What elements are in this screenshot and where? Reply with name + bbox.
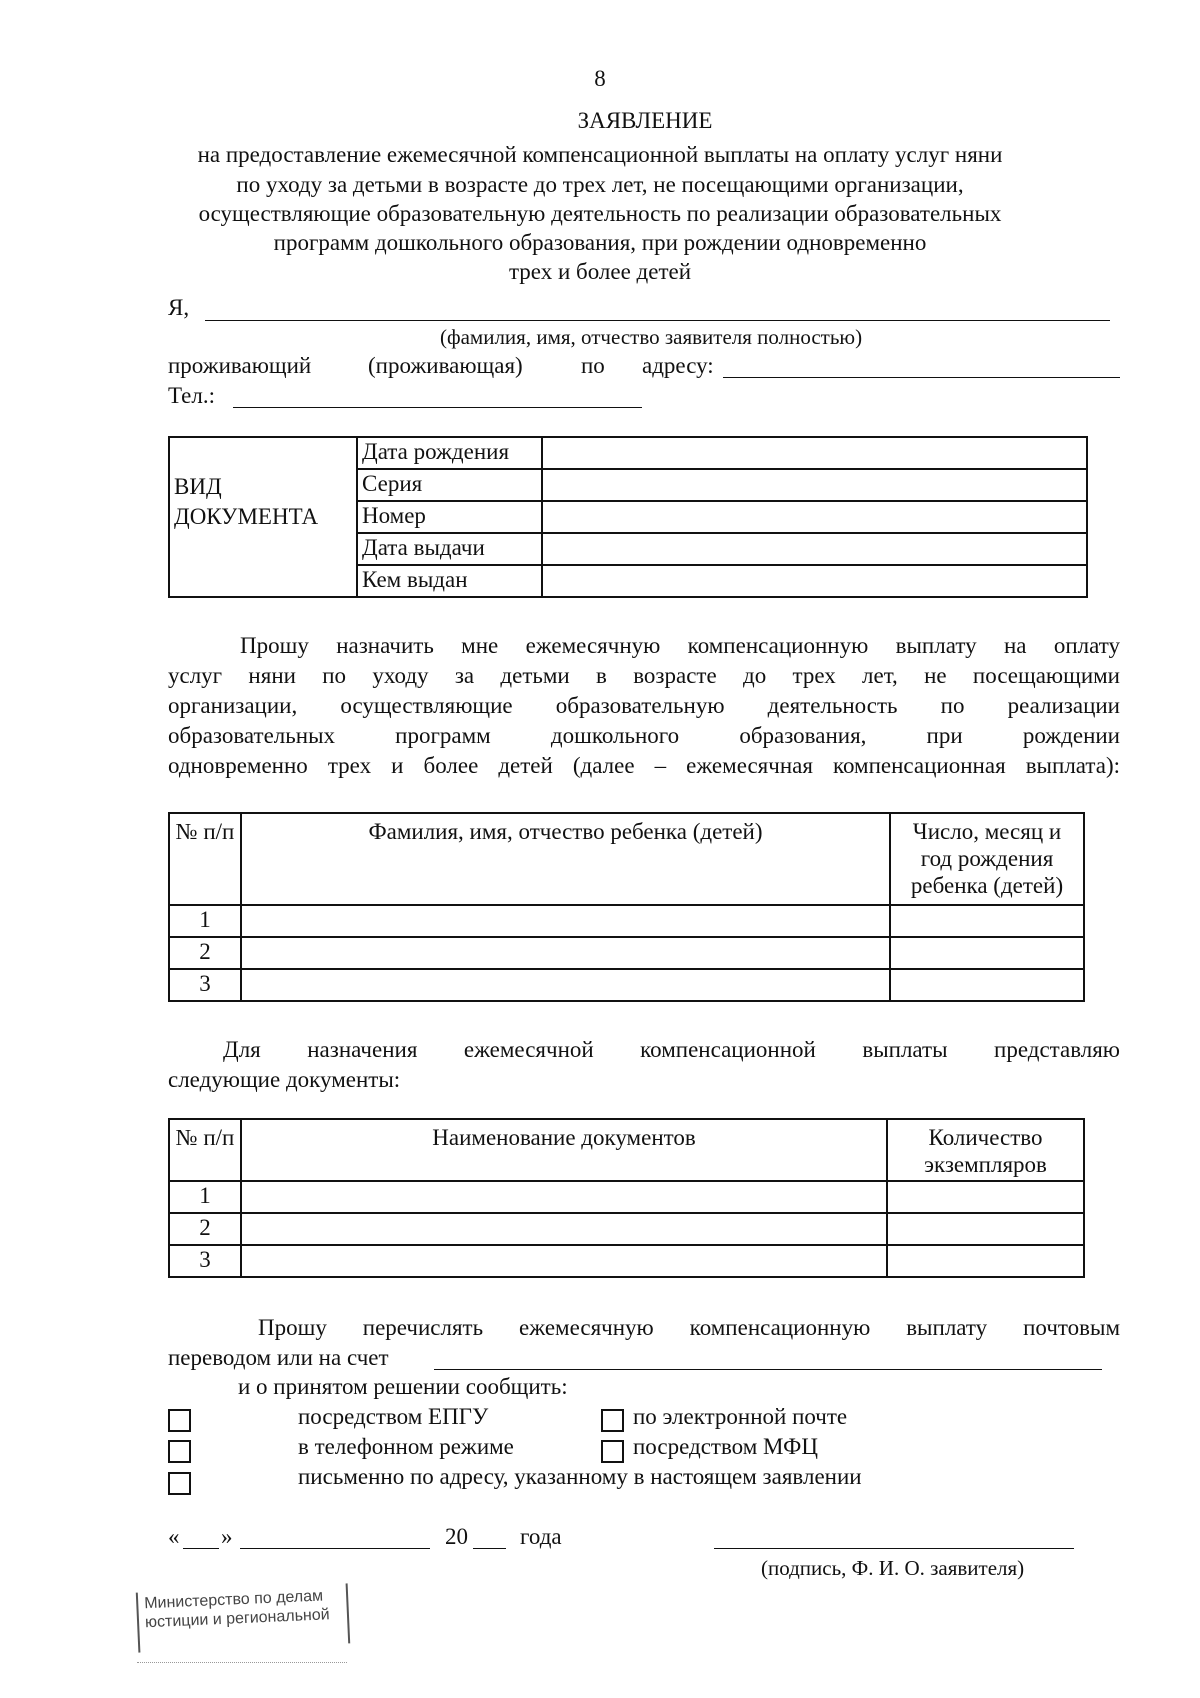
phone-option-label: в телефонном режиме (298, 1434, 514, 1459)
id-document-table (168, 436, 1088, 598)
date-month-field[interactable] (240, 1548, 430, 1549)
subtitle-line: программ дошкольного образования, при рождении одновременно (273, 230, 927, 255)
email-option-label: по электронной почте (633, 1404, 848, 1429)
address-word: проживающий (168, 353, 312, 378)
documents-table (168, 1118, 1085, 1278)
account-field[interactable] (434, 1369, 1102, 1370)
id-field-value[interactable] (542, 565, 1087, 597)
children-row-num: 2 (169, 937, 241, 969)
phone-label: Тел.: (168, 383, 215, 408)
documents-col-qty: Количество экземпляров (887, 1119, 1084, 1181)
signature-caption: (подпись, Ф. И. О. заявителя) (761, 1556, 1025, 1580)
id-field-label: Кем выдан (357, 565, 542, 597)
subtitle-line: на предоставление ежемесячной компенсационной выплаты на оплату услуг няни (197, 142, 1003, 167)
id-document-heading-line: ДОКУМЕНТА (174, 504, 319, 529)
stamp-underline (137, 1662, 347, 1663)
mfc-checkbox[interactable] (601, 1440, 624, 1463)
documents-qty-cell[interactable] (887, 1245, 1084, 1277)
children-name-cell[interactable] (241, 937, 890, 969)
stamp-line: юстиции и региональной (144, 1606, 330, 1632)
documents-paragraph (168, 1035, 1120, 1095)
paragraph-line: Для назначения ежемесячной компенсационной выплаты представляю (223, 1037, 1120, 1062)
transfer-line: Прошу перечислять ежемесячную компенсационную выплату почтовым (258, 1315, 1120, 1340)
date-open-quote: « (168, 1524, 180, 1549)
request-paragraph (168, 631, 1120, 781)
id-field-value[interactable] (542, 501, 1087, 533)
page-number: 8 (594, 66, 606, 91)
epgu-checkbox[interactable] (168, 1409, 191, 1432)
date-day-field[interactable] (183, 1548, 219, 1549)
letter-option-label: письменно по адресу, указанному в настоящем заявлении (298, 1464, 862, 1489)
signature-field[interactable] (714, 1548, 1074, 1549)
children-dob-cell[interactable] (890, 937, 1084, 969)
children-name-cell[interactable] (241, 969, 890, 1001)
subtitle-line: осуществляющие образовательную деятельность по реализации образовательных (198, 201, 1002, 226)
children-name-cell[interactable] (241, 905, 890, 937)
applicant-name-field[interactable] (205, 320, 1110, 321)
stamp-line: Министерство по делам (143, 1587, 324, 1613)
applicant-name-caption: (фамилия, имя, отчество заявителя полностью) (440, 325, 863, 349)
subtitle-line: трех и более детей (508, 259, 692, 284)
id-field-label: Дата рождения (357, 437, 542, 469)
mfc-option-label: посредством МФЦ (633, 1434, 818, 1459)
phone-checkbox[interactable] (168, 1440, 191, 1463)
documents-name-cell[interactable] (241, 1245, 887, 1277)
documents-col-num: № п/п (169, 1119, 241, 1181)
documents-name-cell[interactable] (241, 1213, 887, 1245)
documents-row-num: 3 (169, 1245, 241, 1277)
notify-heading: и о принятом решении сообщить: (238, 1374, 568, 1399)
children-col-dob: Число, месяц и год рождения ребенка (детей) (890, 813, 1084, 905)
date-year-field[interactable] (473, 1548, 506, 1549)
letter-checkbox[interactable] (168, 1472, 191, 1495)
paragraph-line: одновременно трех и более детей (далее – ежемесячная компенсационная выплата): (168, 753, 1120, 778)
documents-qty-cell[interactable] (887, 1213, 1084, 1245)
id-field-value[interactable] (542, 533, 1087, 565)
id-field-value[interactable] (542, 469, 1087, 501)
id-field-value[interactable] (542, 437, 1087, 469)
id-field-label: Серия (357, 469, 542, 501)
children-row-num: 3 (169, 969, 241, 1001)
documents-col-name: Наименование документов (241, 1119, 887, 1181)
children-col-num: № п/п (169, 813, 241, 905)
address-word: (проживающая) (368, 353, 523, 378)
paragraph-line: услуг няни по уходу за детьми в возрасте до трех лет, не посещающими (168, 663, 1120, 688)
email-checkbox[interactable] (601, 1409, 624, 1432)
address-word: адресу: (642, 353, 714, 378)
subtitle-line: по уходу за детьми в возрасте до трех лет, не посещающими организации, (236, 172, 964, 197)
id-field-label: Номер (357, 501, 542, 533)
transfer-line: переводом или на счет (168, 1345, 389, 1370)
documents-name-cell[interactable] (241, 1181, 887, 1213)
epgu-option-label: посредством ЕПГУ (298, 1404, 489, 1429)
id-document-heading-line: ВИД (174, 474, 222, 499)
id-document-heading (169, 437, 357, 597)
address-field[interactable] (723, 377, 1120, 378)
documents-qty-cell[interactable] (887, 1181, 1084, 1213)
ministry-stamp (136, 1583, 350, 1652)
phone-field[interactable] (233, 407, 642, 408)
children-table (168, 812, 1085, 1002)
children-row-num: 1 (169, 905, 241, 937)
documents-row-num: 2 (169, 1213, 241, 1245)
documents-row-num: 1 (169, 1181, 241, 1213)
children-dob-cell[interactable] (890, 905, 1084, 937)
address-word: по (581, 353, 605, 378)
date-year-word: года (520, 1524, 562, 1549)
paragraph-line: образовательных программ дошкольного образования, при рождении (168, 723, 1120, 748)
paragraph-line: Прошу назначить мне ежемесячную компенсационную выплату на оплату (240, 633, 1120, 658)
paragraph-line: организации, осуществляющие образовательную деятельность по реализации (168, 693, 1120, 718)
date-close-quote: » (221, 1524, 233, 1549)
applicant-prefix: Я, (168, 295, 190, 320)
children-dob-cell[interactable] (890, 969, 1084, 1001)
date-century: 20 (445, 1524, 468, 1549)
id-field-label: Дата выдачи (357, 533, 542, 565)
document-title: ЗАЯВЛЕНИЕ (577, 108, 713, 133)
paragraph-line: следующие документы: (168, 1067, 401, 1092)
children-col-name: Фамилия, имя, отчество ребенка (детей) (241, 813, 890, 905)
